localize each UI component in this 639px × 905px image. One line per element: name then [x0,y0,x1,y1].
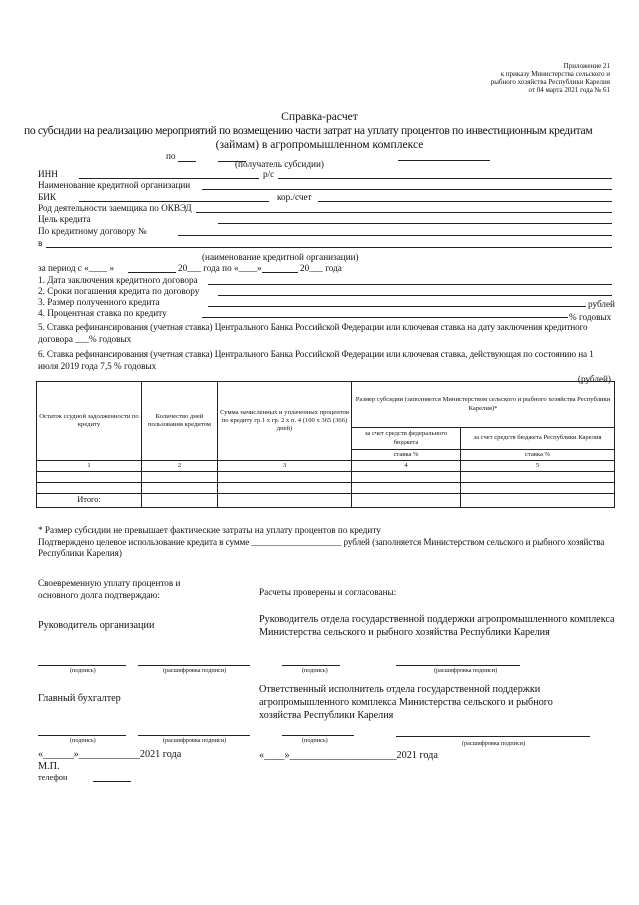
contract-label: По кредитному договору № [38,226,147,236]
decode-caption: (расшифровка подписи) [163,737,227,744]
table-row [37,494,615,508]
decode-caption: (расшифровка подписи) [462,740,526,747]
checked-label: Расчеты проверены и согласованы: [259,587,397,597]
appendix-line: Приложение 21 [563,62,610,70]
okved-label: Род деятельности заемщика по ОКВЭД [38,203,192,213]
col-number: 3 [218,461,352,472]
bank-name-label: Наименование кредитной организации [38,180,191,190]
inn-label: ИНН [38,169,58,179]
date-left: «______»____________2021 года [38,749,182,760]
timely-payment-cont: основного долга подтверждаю: [38,590,160,600]
item-4: 4. Процентная ставка по кредиту [38,308,167,318]
head-dept-label: Руководитель отдела государственной поддержки агропромышленного комплекса [259,614,615,625]
rate-federal: ставка % [352,450,461,461]
subsidy-table [36,381,615,508]
item-4-unit: % годовых [569,312,612,322]
item-3: 3. Размер полученного кредита [38,297,160,307]
col-number: 4 [352,461,461,472]
kor-label: кор./счет [277,192,312,202]
phone-label: телефон [38,773,68,782]
footnote: * Размер субсидии не превышает фактические затраты на уплату процентов по кредиту [38,525,381,535]
responsible-label-cont: хозяйства Республики Карелия [259,710,394,721]
col-number: 1 [37,461,142,472]
rs-label: р/с [263,169,275,179]
header-regional: за счет средств бюджета Республики Карелия [461,428,615,450]
bik-label: БИК [38,192,57,202]
table-row [37,472,615,483]
item-6-cont: июля 2019 года 7,5 % годовых [38,361,157,371]
period-year1: 20___ года по «____» [178,263,262,273]
table-row [37,483,615,494]
decode-caption: (расшифровка подписи) [163,667,227,674]
confirmation-line-cont: Республики Карелия) [38,548,122,558]
total-label: Итого: [37,494,142,508]
header-days: Количество дней пользования кредитом [142,382,218,461]
period-year2: 20___ года [300,263,342,273]
period-prefix: по [166,151,176,161]
document-subtitle: по субсидии на реализацию мероприятий по возмещению части затрат на уплату процентов по инвестиционным кредитам [24,124,593,137]
head-dept-label-cont: Министерства сельского и рыбного хозяйства Республики Карелия [259,627,550,638]
col-number: 2 [142,461,218,472]
appendix-line: рыбного хозяйства Республики Карелия [490,78,610,86]
timely-payment: Своевременную уплату процентов и [38,578,181,588]
appendix-line: к приказу Министерства сельского и [500,70,610,78]
decode-caption: (расшифровка подписи) [434,667,498,674]
header-federal: за счет средств федерального бюджета [352,428,461,450]
chief-accountant-label: Главный бухгалтер [38,693,121,704]
col-number: 5 [461,461,615,472]
sign-caption: (подпись) [302,667,328,674]
recipient-caption: (получатель субсидии) [235,159,324,169]
stamp-label: М.П. [38,761,60,772]
item-5-cont: договора ___% годовых [38,334,132,344]
item-1: 1. Дата заключения кредитного договора [38,275,198,285]
sign-caption: (подпись) [70,667,96,674]
item-2: 2. Сроки погашения кредита по договору [38,286,200,296]
in-label: в [38,238,43,248]
period-from: за период с «____ » [38,263,115,273]
header-interest: Сумма начисленных и уплаченных процентов по кредиту гр.1 х гр. 2 х п. 4 (100 х 365 (366) дней) [218,382,352,461]
item-6: 6. Ставка рефинансирования (учетная ставка) Центрального Банка Российской Федерации или ключевая ставка, действующая по состоянию на 1 [38,349,594,359]
appendix-block [491,62,610,94]
item-5: 5. Ставка рефинансирования (учетная ставка) Центрального Банка Российской Федерации или ключевая ставка на дату заключения кредитного [38,322,588,332]
responsible-label: Ответственный исполнитель отдела государственной поддержки [259,684,541,695]
document-subtitle: (займам) в агропромышленном комплексе [215,138,424,151]
rate-regional: ставка % [461,450,615,461]
date-right: «____»_____________________2021 года [259,750,438,761]
document-title: Справка-расчет [281,110,358,123]
appendix-line: от 04 марта 2021 года № 61 [528,86,610,94]
head-org-label: Руководитель организации [38,620,155,631]
sign-caption: (подпись) [70,737,96,744]
purpose-label: Цель кредита [38,214,91,224]
header-balance: Остаток ссудной задолженности по кредиту [37,382,142,461]
bank-caption: (наименование кредитной организации) [202,252,359,262]
item-3-unit: рублей [588,299,615,309]
table-unit: (рублей) [577,374,611,384]
header-subsidy: Размер субсидии (заполняется Министерством сельского и рыбного хозяйства Республики Карелия)* [352,382,615,428]
responsible-label-cont: агропромышленного комплекса Министерства сельского и рыбного [259,697,553,708]
confirmation-line: Подтверждено целевое использование кредита в сумме ____________________ рублей (заполняется Министерством сельского и рыбного хозяйства [38,537,605,547]
sign-caption: (подпись) [302,737,328,744]
